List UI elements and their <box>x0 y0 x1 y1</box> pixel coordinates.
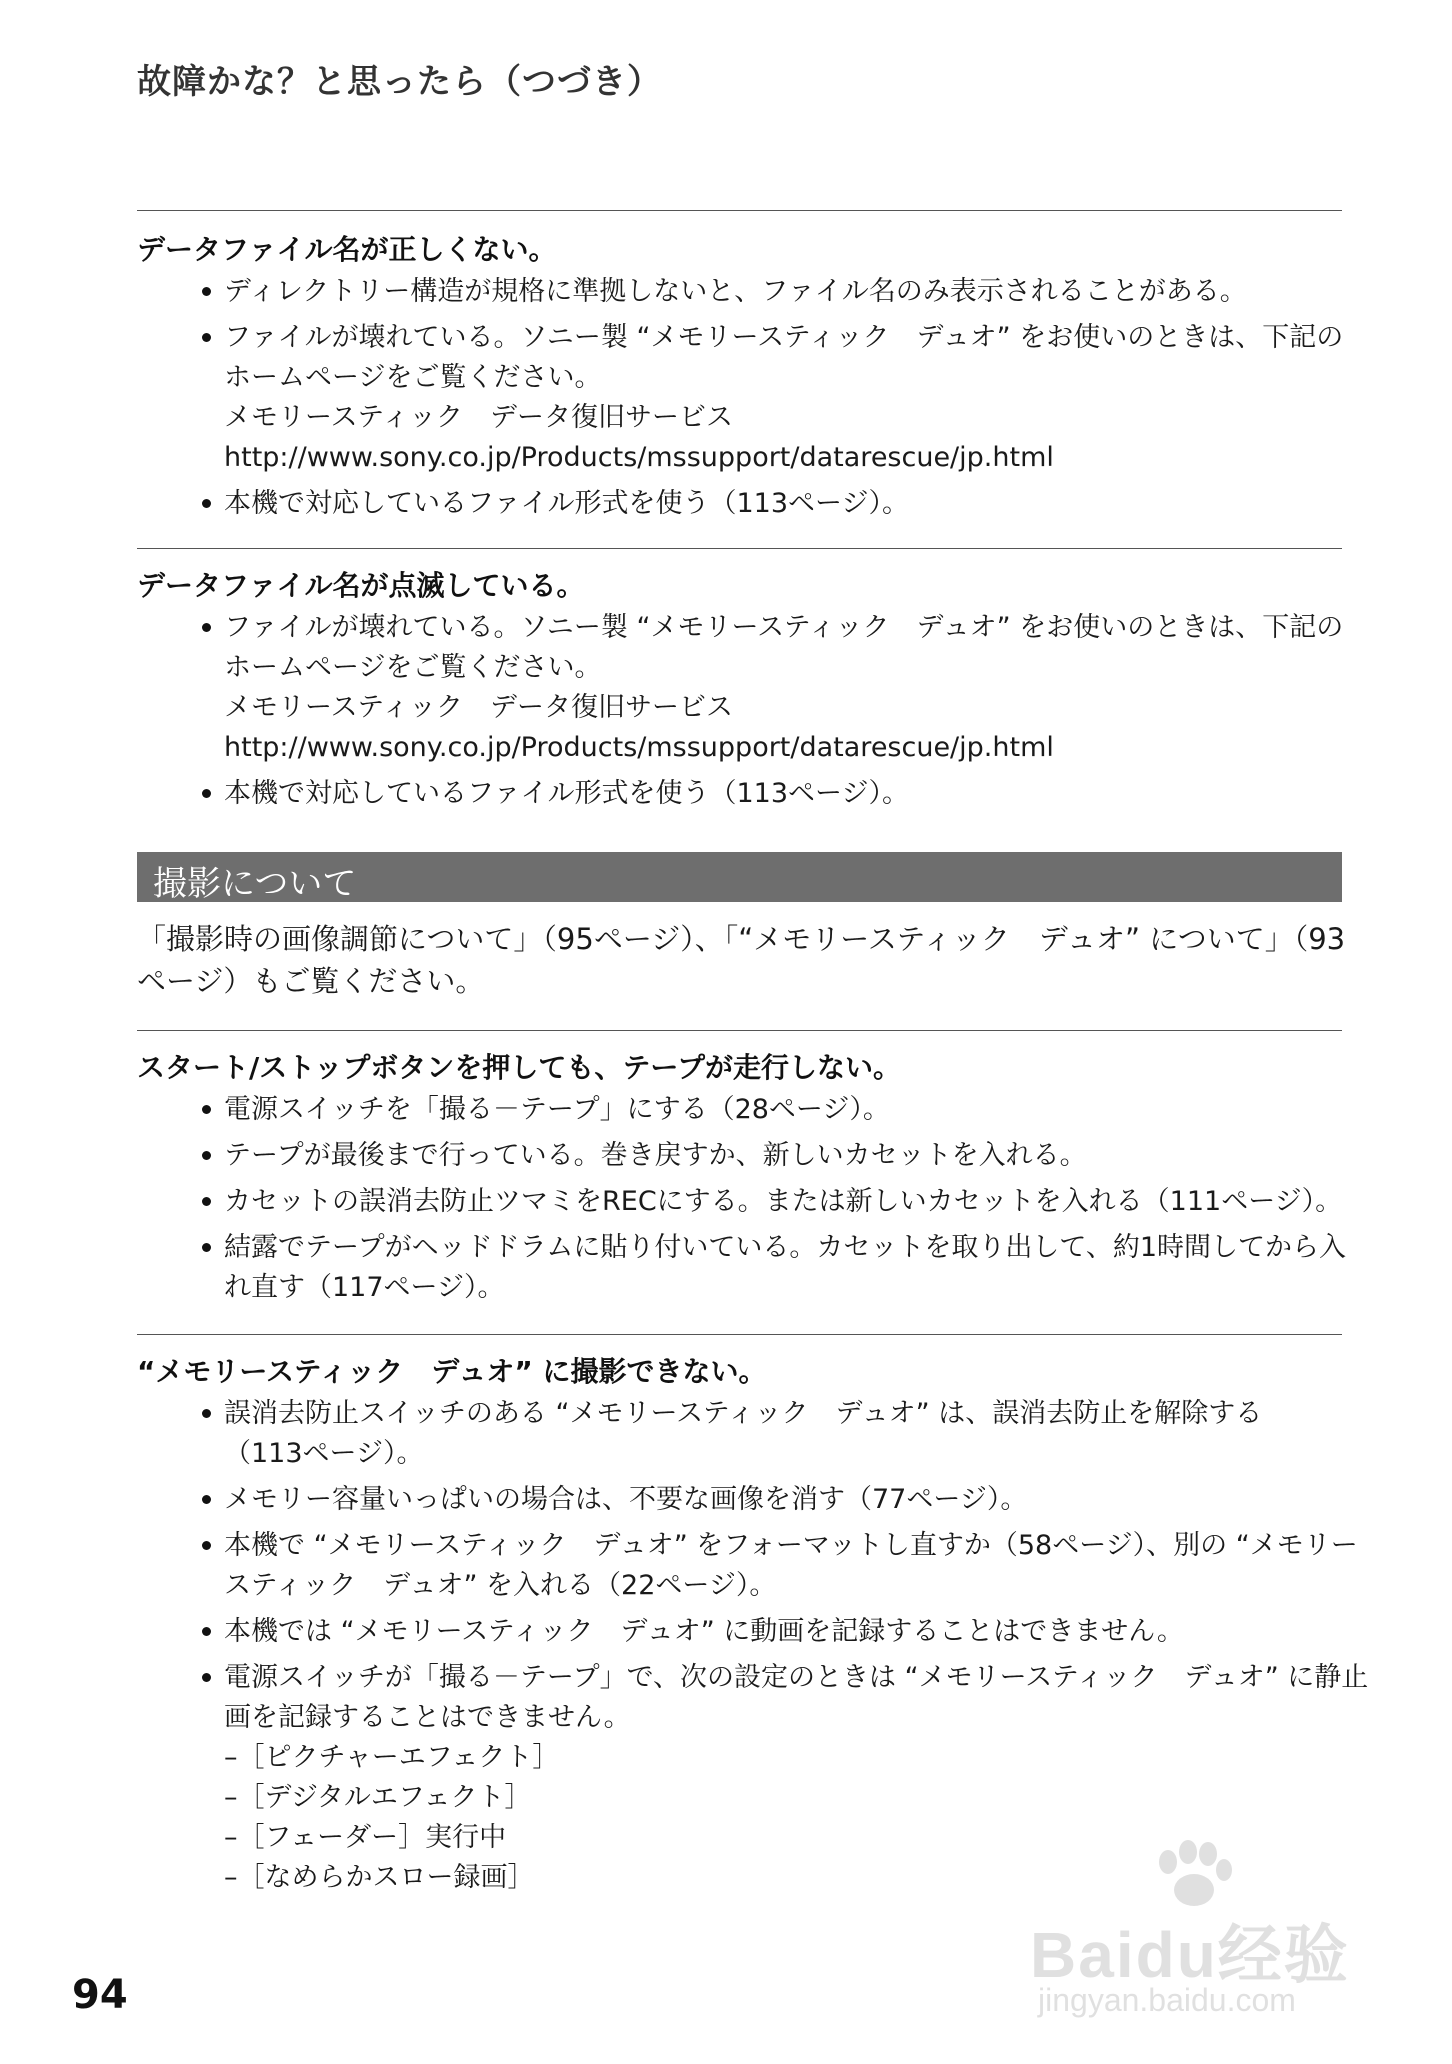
watermark-site: jingyan.baidu.com <box>1038 1982 1296 2018</box>
list-item <box>200 484 1330 524</box>
list-item <box>200 1136 1330 1176</box>
divider <box>137 1030 1342 1031</box>
section-heading: スタート/ストップボタンを押しても、テープが走行しない。 <box>137 1051 901 1084</box>
sub-item-text: –［デジタルエフェクト］ <box>224 1782 532 1813</box>
intro-text: ページ）もご覧ください。 <box>137 964 485 998</box>
divider <box>137 548 1342 549</box>
bullet-icon <box>202 499 211 508</box>
bullet-icon <box>202 1151 211 1160</box>
paw-icon <box>1148 1840 1238 1910</box>
list-item-text: 本機では “メモリースティック デュオ” に動画を記録することはできません。 <box>224 1616 1184 1647</box>
list-item <box>200 1526 1358 1606</box>
list-item <box>200 1182 1343 1222</box>
list-item-text: ディレクトリー構造が規格に準拠しないと、ファイル名のみ表示されることがある。 <box>224 276 1247 307</box>
list-item-text: 本機で対応しているファイル形式を使う（113ページ）。 <box>224 778 909 809</box>
divider <box>137 210 1342 211</box>
list-item-text: ホームページをご覧ください。 <box>224 362 602 393</box>
bullet-list <box>200 272 1344 530</box>
list-item-text: カセットの誤消去防止ツマミをRECにする。または新しいカセットを入れる（111ページ）。 <box>224 1186 1343 1217</box>
list-item-text: スティック デュオ” を入れる（22ページ）。 <box>224 1570 777 1601</box>
list-item-text: 結露でテープがヘッドドラムに貼り付いている。カセットを取り出して、約1時間してから入 <box>224 1232 1347 1263</box>
list-item <box>200 1090 1330 1130</box>
bullet-icon <box>202 333 211 342</box>
sub-item-text: –［なめらかスロー録画］ <box>224 1862 535 1893</box>
list-item <box>200 1228 1347 1308</box>
list-item <box>200 272 1330 312</box>
intro-text: 「撮影時の画像調節について」（95ページ）、「“メモリースティック デュオ” について」（93 <box>137 922 1346 956</box>
bullet-icon <box>202 623 211 632</box>
list-item-text: ホームページをご覧ください。 <box>224 652 602 683</box>
bullet-icon <box>202 1105 211 1114</box>
section-heading: データファイル名が点滅している。 <box>137 569 585 602</box>
list-item-text: メモリースティック データ復旧サービス <box>224 692 733 723</box>
list-item-text: 本機で “メモリースティック デュオ” をフォーマットし直すか（58ページ）、別の “メモリー <box>224 1530 1358 1561</box>
list-item <box>200 1612 1330 1652</box>
section-banner <box>137 852 1342 902</box>
list-item <box>200 774 1330 814</box>
list-item <box>200 1480 1330 1520</box>
list-item-text: 電源スイッチを「撮る－テープ」にする（28ページ）。 <box>224 1094 890 1125</box>
bullet-icon <box>202 287 211 296</box>
sub-item-text: –［ピクチャーエフェクト］ <box>224 1742 560 1773</box>
list-item-text: 本機で対応しているファイル形式を使う（113ページ）。 <box>224 488 909 519</box>
section-heading: “メモリースティック デュオ” に撮影できない。 <box>137 1355 767 1388</box>
list-item <box>200 608 1344 768</box>
list-item-text: 電源スイッチが「撮る－テープ」で、次の設定のときは “メモリースティック デュオ” に静止 <box>224 1662 1369 1693</box>
bullet-icon <box>202 1673 211 1682</box>
page-title: 故障かな？と思ったら（つづき） <box>137 62 662 102</box>
bullet-list <box>200 1090 1347 1314</box>
intro-paragraph <box>137 918 1346 1002</box>
list-item <box>200 318 1344 478</box>
divider <box>137 1334 1342 1335</box>
bullet-icon <box>202 1197 211 1206</box>
bullet-list <box>200 608 1344 820</box>
url-text: http://www.sony.co.jp/Products/mssupport/datarescue/jp.html <box>224 732 1054 763</box>
list-item-text: ファイルが壊れている。ソニー製 “メモリースティック デュオ” をお使いのときは、下記の <box>224 612 1344 643</box>
bullet-icon <box>202 1409 211 1418</box>
list-item <box>200 1394 1330 1474</box>
list-item-text: メモリー容量いっぱいの場合は、不要な画像を消す（77ページ）。 <box>224 1484 1028 1515</box>
bullet-icon <box>202 1627 211 1636</box>
list-item-text: テープが最後まで行っている。巻き戻すか、新しいカセットを入れる。 <box>224 1140 1087 1171</box>
list-item-text: 誤消去防止スイッチのある “メモリースティック デュオ” は、誤消去防止を解除する <box>224 1398 1263 1429</box>
bullet-icon <box>202 1541 211 1550</box>
list-item-text: 画を記録することはできません。 <box>224 1702 631 1733</box>
section-banner-title: 撮影について <box>153 864 357 904</box>
bullet-icon <box>202 1495 211 1504</box>
list-item-text: ファイルが壊れている。ソニー製 “メモリースティック デュオ” をお使いのときは、下記の <box>224 322 1344 353</box>
list-item-text: れ直す（117ページ）。 <box>224 1272 505 1303</box>
bullet-icon <box>202 1243 211 1252</box>
section-heading: データファイル名が正しくない。 <box>137 233 557 266</box>
list-item-text: （113ページ）。 <box>224 1438 424 1469</box>
page-number: 94 <box>72 1972 128 2018</box>
watermark-brand: Baidu经验 <box>1030 1919 1350 1991</box>
watermark <box>1030 1840 1370 2030</box>
bullet-list <box>200 1394 1369 1904</box>
url-text: http://www.sony.co.jp/Products/mssupport/datarescue/jp.html <box>224 442 1054 473</box>
bullet-icon <box>202 789 211 798</box>
sub-item-text: –［フェーダー］実行中 <box>224 1822 507 1853</box>
list-item-text: メモリースティック データ復旧サービス <box>224 402 733 433</box>
